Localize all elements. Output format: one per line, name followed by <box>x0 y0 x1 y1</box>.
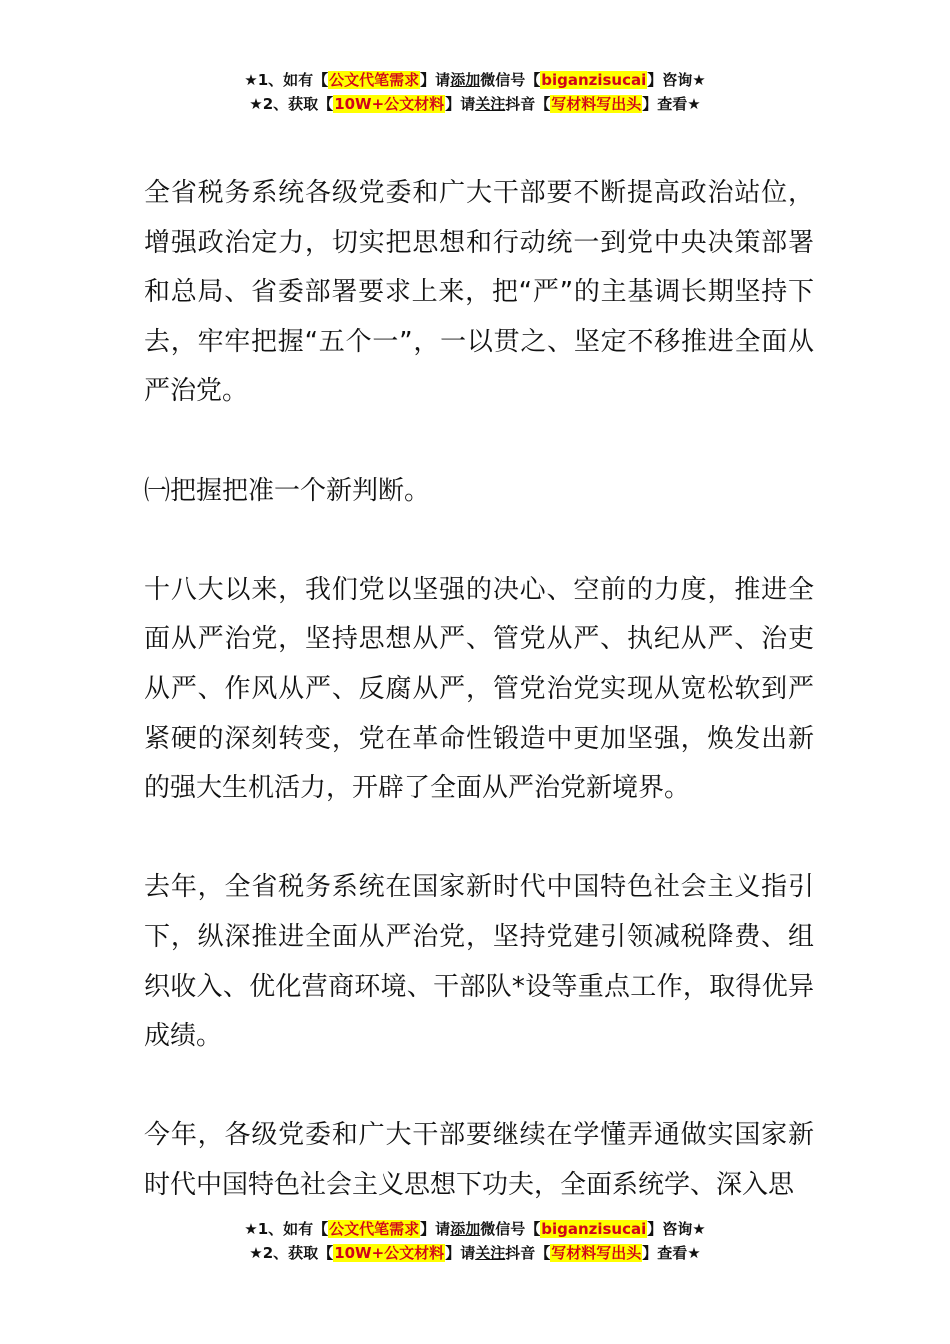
banner-text: ★2、获取【 <box>249 95 334 113</box>
banner-highlight: 10W+公文材料 <box>334 95 445 113</box>
banner-highlight: 写材料写出头 <box>551 95 642 113</box>
banner-text: ★2、获取【 <box>249 1244 334 1262</box>
banner-highlight: biganzisucai <box>541 1220 647 1238</box>
footer-banner <box>0 1217 950 1265</box>
banner-text: 】查看★ <box>642 1244 701 1262</box>
banner-text: 微信号【 <box>480 71 541 89</box>
banner-text: 】请 <box>445 95 476 113</box>
banner-text: 】咨询★ <box>647 71 706 89</box>
document-body <box>144 169 814 1210</box>
banner-highlight: 写材料写出头 <box>551 1244 642 1262</box>
banner-text: ★1、如有【 <box>244 1220 329 1238</box>
header-banner <box>0 68 950 116</box>
banner-underlined: 关注 <box>475 95 506 113</box>
paragraph: 今年，各级党委和广大干部要继续在学懂弄通做实国家新时代中国特色社会主义思想下功夫，全面系统学、深入思 <box>144 1120 814 1200</box>
banner-underlined: 关注 <box>475 1244 506 1262</box>
banner-highlight: 公文代笔需求 <box>329 1220 420 1238</box>
banner-text: 】咨询★ <box>647 1220 706 1238</box>
paragraph: 十八大以来，我们党以坚强的决心、空前的力度，推进全面从严治党，坚持思想从严、管党从严、执纪从严、治吏从严、作风从严、反腐从严，管党治党实现从宽松软到严紧硬的深刻转变，党在革命性锻造中更加坚强，焕发出新的强大生机活力，开辟了全面从严治党新境界。 <box>144 574 814 804</box>
banner-line-2 <box>0 92 950 116</box>
banner-highlight: 10W+公文材料 <box>334 1244 445 1262</box>
banner-text: 】请 <box>445 1244 476 1262</box>
banner-text: 抖音【 <box>505 95 551 113</box>
banner-text: 】查看★ <box>642 95 701 113</box>
banner-text: 】请 <box>420 71 451 89</box>
banner-text: 抖音【 <box>505 1244 551 1262</box>
banner-underlined: 添加 <box>450 71 481 89</box>
banner-highlight: biganzisucai <box>541 71 647 89</box>
banner-text: 】请 <box>420 1220 451 1238</box>
banner-text: 微信号【 <box>480 1220 541 1238</box>
banner-line-1 <box>0 1217 950 1241</box>
banner-line-1 <box>0 68 950 92</box>
banner-text: ★1、如有【 <box>244 71 329 89</box>
section-heading: ㈠把握把准一个新判断。 <box>144 475 431 506</box>
banner-line-2 <box>0 1241 950 1265</box>
banner-highlight: 公文代笔需求 <box>329 71 420 89</box>
paragraph: 去年，全省税务系统在国家新时代中国特色社会主义指引下，纵深推进全面从严治党，坚持党建引领减税降费、组织收入、优化营商环境、干部队*设等重点工作，取得优异成绩。 <box>144 872 814 1052</box>
paragraph: 全省税务系统各级党委和广大干部要不断提高政治站位，增强政治定力，切实把思想和行动统一到党中央决策部署和总局、省委部署要求上来，把“严”的主基调长期坚持下去，牢牢把握“五个一”，一以贯之、坚定不移推进全面从严治党。 <box>144 178 814 407</box>
banner-underlined: 添加 <box>450 1220 481 1238</box>
